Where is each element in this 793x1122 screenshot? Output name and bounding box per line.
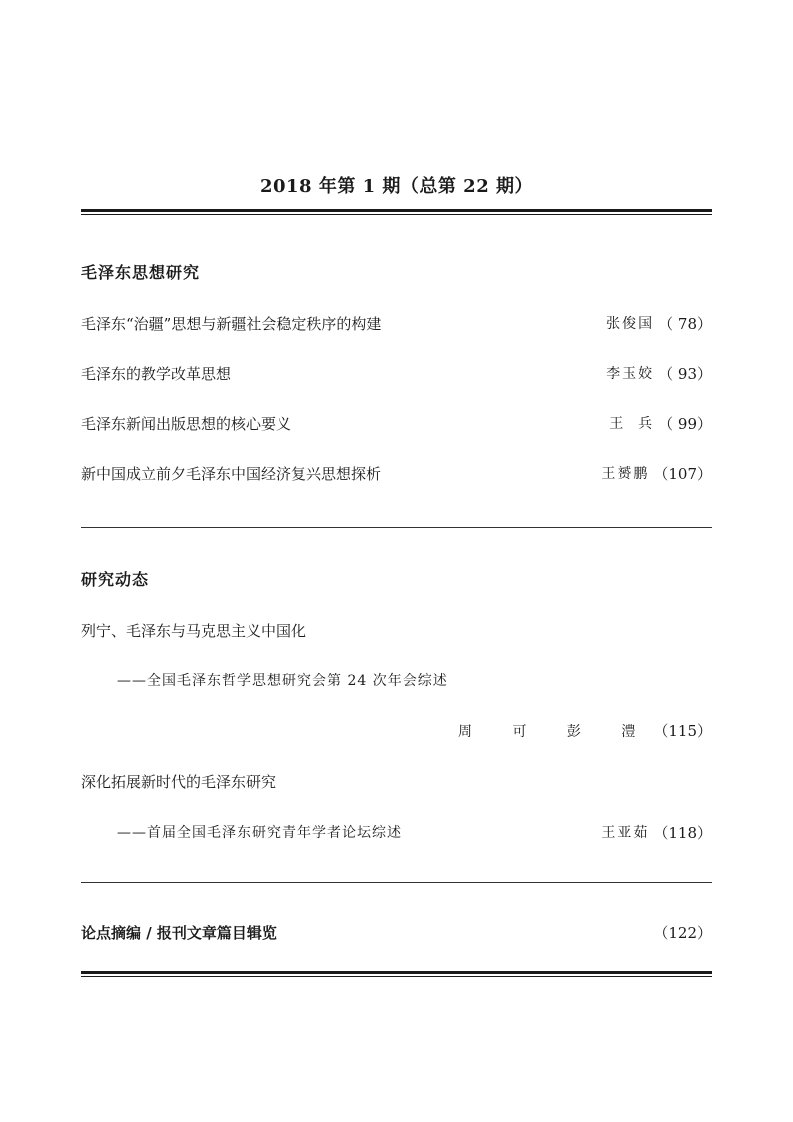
entry-page: （ 99）	[658, 414, 712, 433]
entry-title: 毛泽东的教学改革思想	[81, 364, 232, 383]
toc-entry[interactable]	[81, 311, 712, 335]
entry-title: 毛泽东“治疆”思想与新疆社会稳定秩序的构建	[81, 314, 382, 333]
entry-author: 张俊国	[606, 316, 655, 332]
entry-subtitle: ——首届全国毛泽东研究青年学者论坛综述	[117, 825, 402, 841]
entry-page: （115）	[653, 722, 712, 740]
issue-title: 2018 年第 1 期（总第 22 期）	[259, 176, 533, 197]
entry-author: 李玉姣	[606, 366, 655, 382]
footer-label: 论点摘编 / 报刊文章篇目辑览	[81, 924, 277, 942]
section-divider	[81, 527, 712, 528]
entry-author: 周 可 彭 澧	[458, 724, 654, 740]
section-divider	[81, 882, 712, 883]
entry-page: （107）	[653, 464, 712, 483]
top-double-rule	[81, 209, 712, 215]
footer-page: （122）	[653, 924, 712, 942]
entry-author: 王赟鹏	[601, 466, 650, 482]
toc-entry[interactable]	[81, 618, 712, 642]
footer-entry[interactable]	[81, 922, 712, 943]
entry-title: 毛泽东新闻出版思想的核心要义	[81, 414, 292, 433]
entry-subtitle: ——全国毛泽东哲学思想研究会第 24 次年会综述	[117, 673, 448, 689]
entry-page: （118）	[653, 823, 712, 842]
bottom-double-rule	[81, 971, 712, 977]
entry-author: 王亚茹	[601, 825, 650, 841]
entry-page: （ 93）	[658, 364, 712, 383]
entry-title: 深化拓展新时代的毛泽东研究	[81, 772, 277, 791]
toc-entry-subtitle	[117, 668, 712, 692]
toc-entry-subtitle	[117, 820, 712, 844]
toc-entry[interactable]	[81, 769, 712, 793]
section-heading: 研究动态	[81, 570, 150, 589]
entry-author: 王 兵	[609, 416, 655, 432]
entry-title: 新中国成立前夕毛泽东中国经济复兴思想探析	[81, 464, 382, 483]
section-heading: 毛泽东思想研究	[81, 263, 201, 282]
entry-page: （ 78）	[658, 314, 712, 333]
toc-entry-author-line	[81, 720, 712, 741]
toc-entry[interactable]	[81, 361, 712, 385]
toc-entry[interactable]	[81, 411, 712, 435]
entry-title: 列宁、毛泽东与马克思主义中国化	[81, 621, 307, 640]
toc-entry[interactable]	[81, 461, 712, 485]
